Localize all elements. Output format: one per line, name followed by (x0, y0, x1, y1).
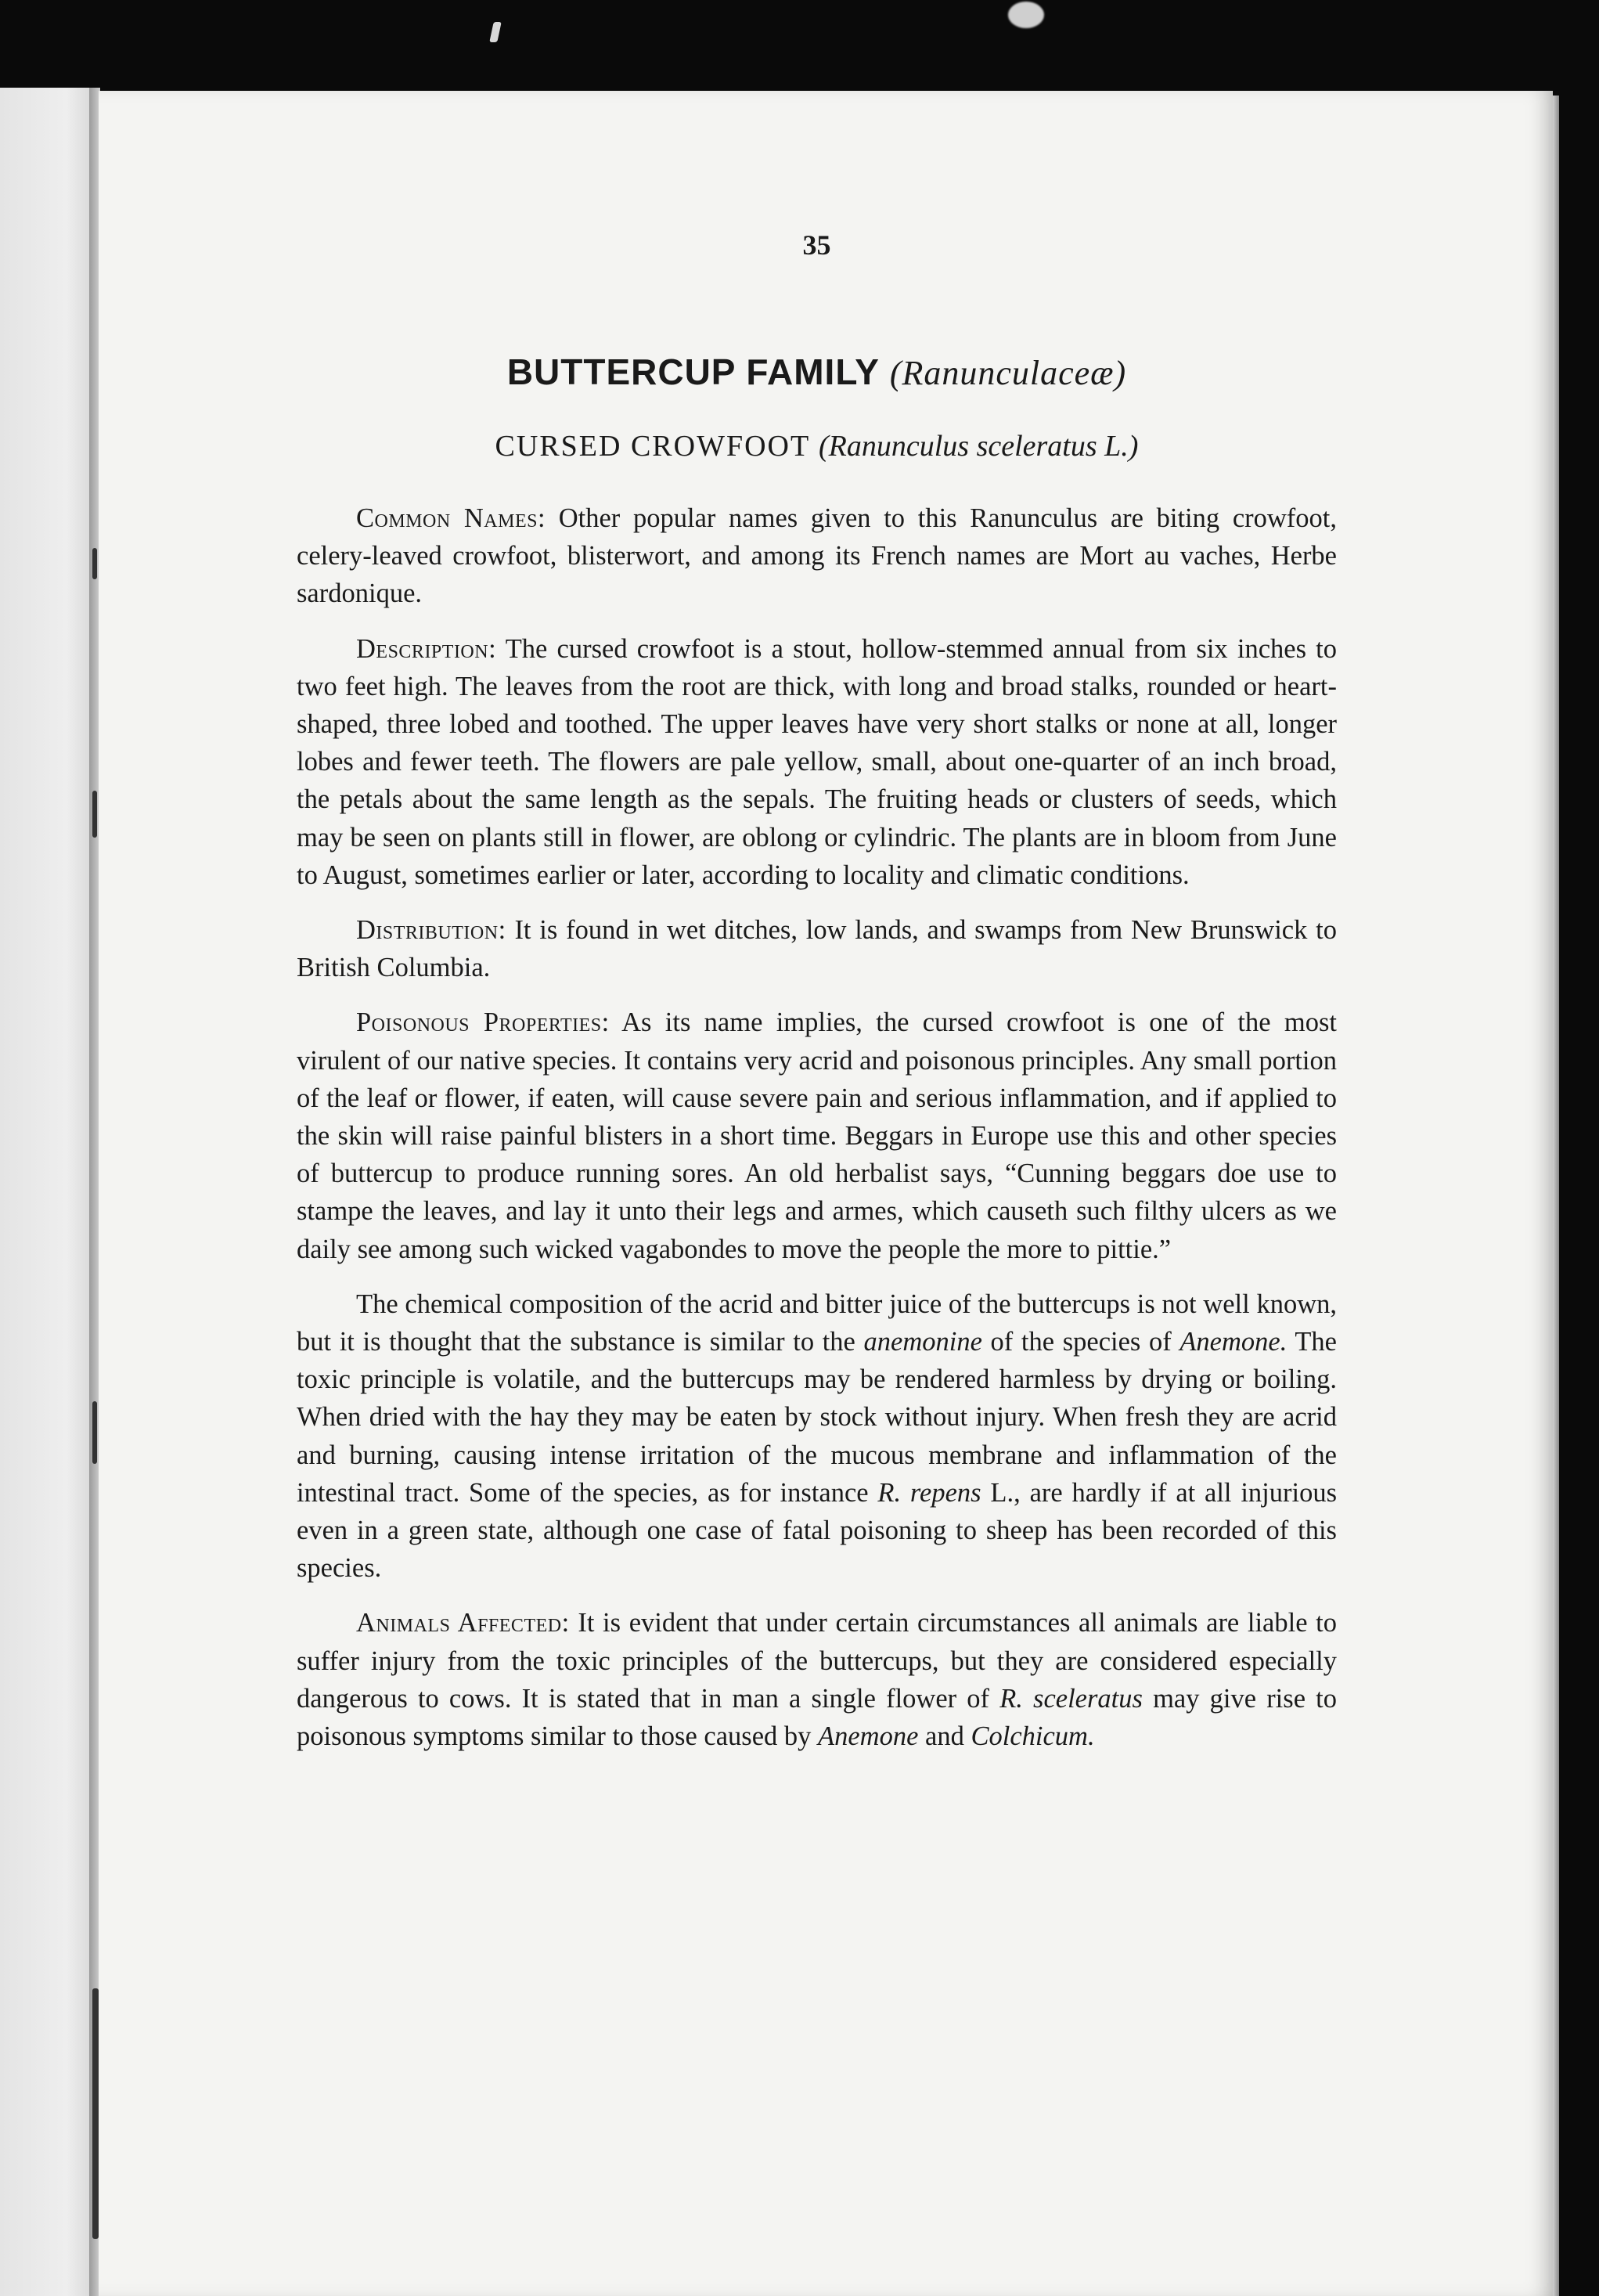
paragraph-text: As its name implies, the cursed crowfoot is one of the most virulent of our native species. It contains very acrid and poisonous principles. Any small portion of the leaf or flower, if eaten, will cause severe pain and serious inflammation, and if applied to the skin will raise painful blisters in a short time. Beggars in Europe use this and other species of buttercup to produce running sores. An old herbalist says, “Cunning beggars doe use to stampe the leaves, and lay it unto their legs and armes, which causeth such filthy ulcers as we daily see among such wicked vagabondes to move the people the more to pittie.” (297, 1007, 1337, 1264)
italic-term: R. repens (877, 1477, 981, 1508)
paragraph-text: The toxic principle is volatile, and the buttercups may be rendered harmless by drying or boiling. When dried with the hay they may be eaten by stock without injury. When fresh they are acrid and burning, causing intense irritation of the mucous membrane and inflammation of the intestinal tract. Some of the species, as for instance (297, 1327, 1337, 1508)
species-latin-name: (Ranunculus sceleratus L.) (819, 430, 1139, 463)
binding-mark (92, 548, 97, 579)
paragraph-text: It is found in wet ditches, low lands, and swamps from New Brunswick to British Columbia. (297, 915, 1337, 983)
paragraph-text: of the species of (981, 1327, 1180, 1357)
family-name: BUTTERCUP FAMILY (506, 351, 880, 392)
section-heading: Poisonous Properties: (356, 1007, 610, 1038)
paragraph-text: It is evident that under certain circumstances all animals are liable to suffer injury from the toxic principles of the buttercups, but they are considered especially dangerous to cows. It is stated that in man a single flower of (297, 1608, 1338, 1714)
page-number: 35 (802, 229, 831, 261)
section-heading: Distribution: (356, 915, 506, 946)
section-heading: Animals Affected: (356, 1608, 570, 1638)
paragraph-description (297, 630, 1337, 894)
paragraph-text: L., are hardly if at all injurious even in a green state, although one case of fatal poisoning to sheep has been recorded of this species. (297, 1477, 1337, 1584)
scan-blot (1008, 2, 1044, 28)
italic-term: Colchicum. (971, 1721, 1095, 1752)
paragraph-text: The chemical composition of the acrid and bitter juice of the buttercups is not well known, but it is thought that the substance is similar to the (297, 1289, 1337, 1357)
family-heading (297, 351, 1337, 393)
section-heading: Description: (356, 633, 497, 664)
italic-term: anemonine (863, 1327, 982, 1357)
scan-mark (489, 22, 502, 42)
article-body (297, 499, 1337, 1772)
paragraph-text: may give rise to poisonous symptoms similar to those caused by (297, 1683, 1337, 1752)
family-latin-name: (Ranunculaceæ) (889, 354, 1127, 392)
species-name: CURSED CROWFOOT (495, 430, 810, 463)
section-heading: Common Names: (356, 503, 546, 533)
page-edge-shadow (1553, 96, 1559, 2296)
paragraph-text: and (918, 1721, 971, 1752)
paragraph-animals-affected (297, 1604, 1337, 1755)
paragraph-common-names (297, 499, 1337, 613)
paragraph-chemical-composition (297, 1285, 1337, 1588)
binding-mark (92, 791, 97, 838)
paragraph-text: The cursed crowfoot is a stout, hollow-stemmed annual from six inches to two feet high. The leaves from the root are thick, with long and broad stalks, rounded or heart-shaped, three lobed and toothed. The upper leaves have very short stalks or none at all, longer lobes and fewer teeth. The flowers are pale yellow, small, about one-quarter of an inch broad, the petals about the same length as the sepals. The fruiting heads or clusters of seeds, which may be seen on plants still in flower, are oblong or cylindric. The plants are in bloom from June to August, sometimes earlier or later, according to locality and climatic conditions. (297, 633, 1337, 890)
italic-term: Anemone (818, 1721, 919, 1752)
book-page (99, 91, 1553, 2296)
binding-mark (92, 1401, 97, 1464)
paragraph-text: Other popular names given to this Ranunculus are biting crowfoot, celery-leaved crowfoot, blisterwort, and among its French names are Mort au vaches, Herbe sardonique. (297, 503, 1337, 609)
italic-term: R. sceleratus (999, 1683, 1143, 1714)
paragraph-poisonous-properties (297, 1004, 1337, 1267)
paragraph-distribution (297, 911, 1337, 986)
italic-term: Anemone. (1179, 1327, 1287, 1357)
facing-page-edge (0, 88, 95, 2296)
binding-mark (92, 1988, 99, 2239)
species-heading (297, 429, 1337, 463)
